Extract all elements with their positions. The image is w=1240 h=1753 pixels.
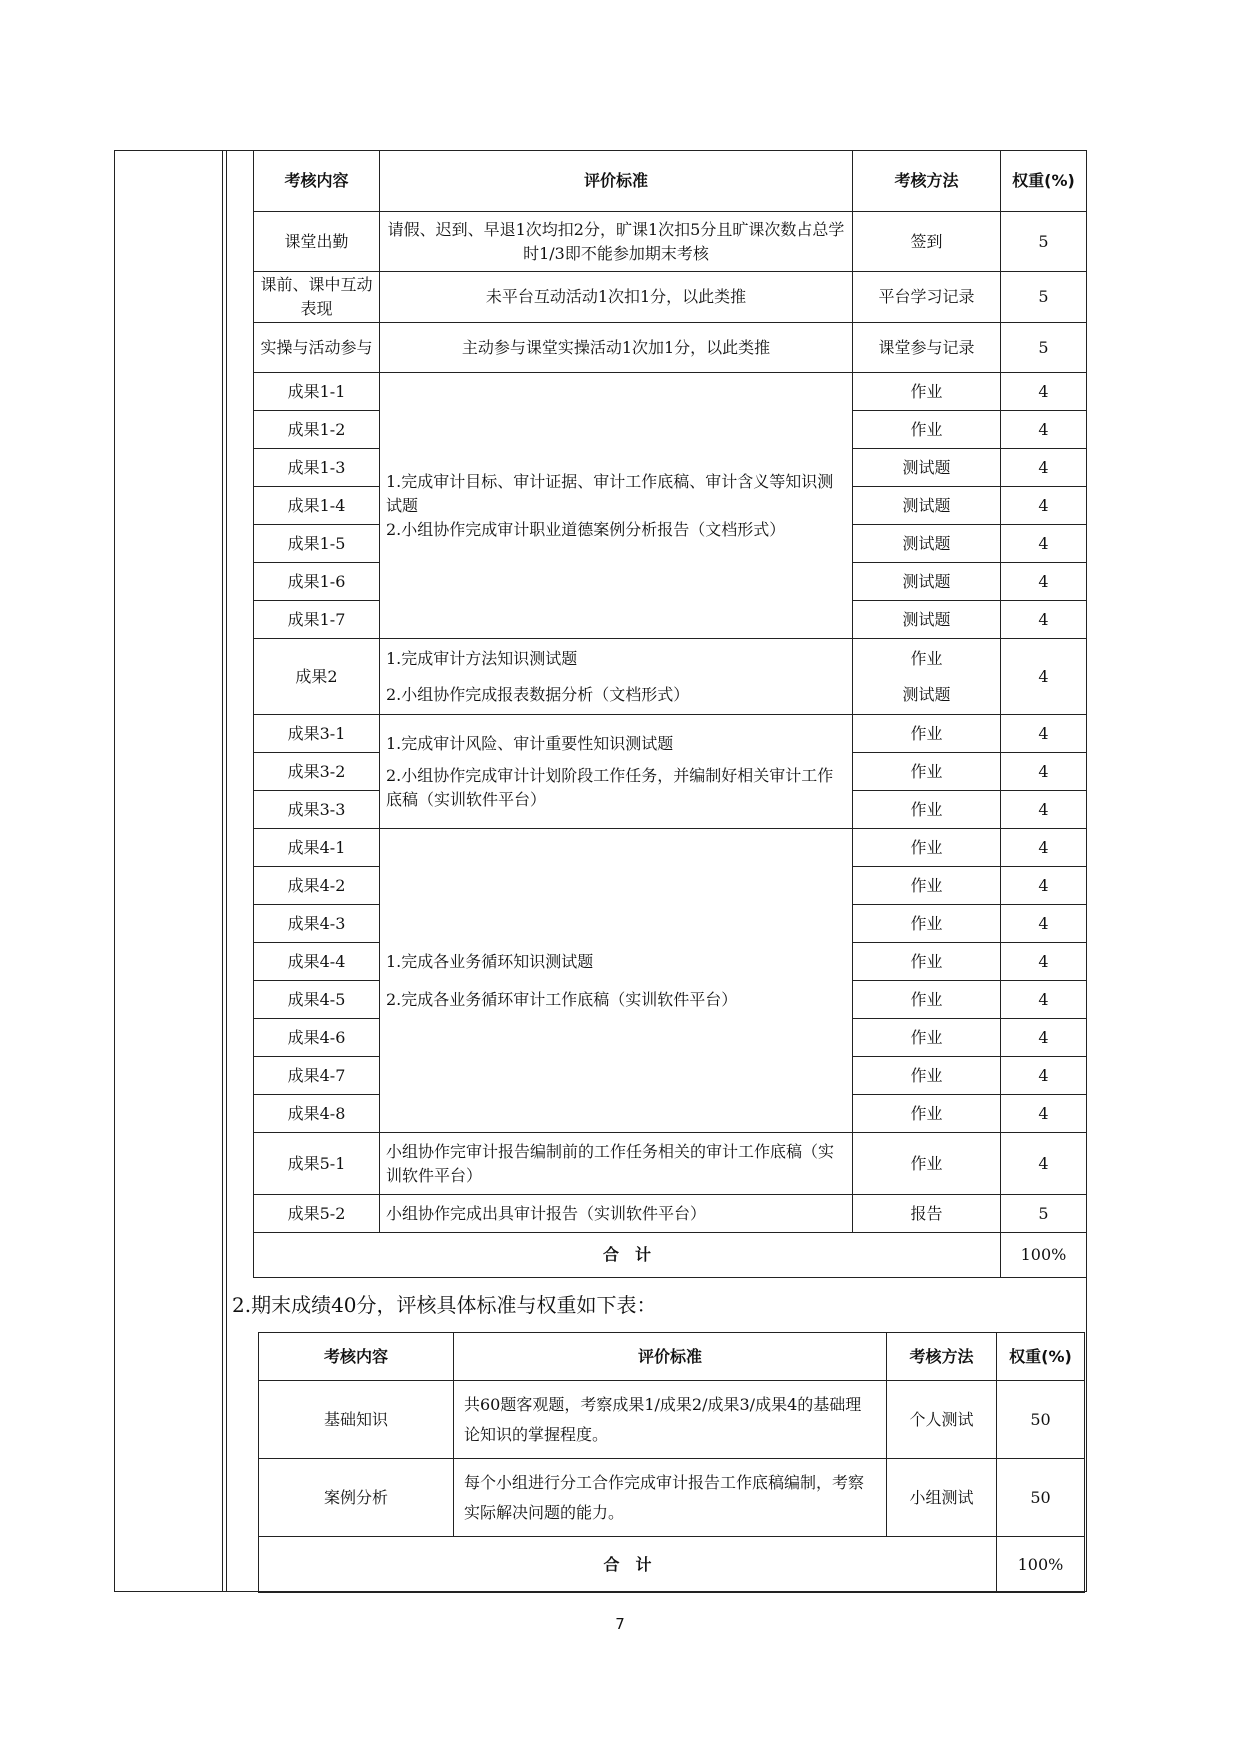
row-item: 成果1-5: [254, 525, 380, 563]
table-row: [254, 323, 1087, 373]
table-row: [254, 1195, 1087, 1233]
table-row: [254, 715, 1087, 753]
row-method: 作业: [853, 791, 1001, 829]
row-weight: 4: [1001, 639, 1087, 715]
row-weight: 4: [1001, 525, 1087, 563]
row-weight: 50: [997, 1381, 1085, 1459]
total-weight: 100%: [1001, 1233, 1087, 1278]
page-number: 7: [615, 1615, 625, 1633]
row-criteria: 请假、迟到、早退1次均扣2分，旷课1次扣5分且旷课次数占总学时1/3即不能参加期末考核: [380, 212, 853, 272]
row-weight: 4: [1001, 981, 1087, 1019]
row-method: 作业: [853, 943, 1001, 981]
row-method: 课堂参与记录: [853, 323, 1001, 373]
table-header-row: [259, 1333, 1085, 1381]
row-item: 成果4-3: [254, 905, 380, 943]
group1-criteria: [380, 373, 853, 639]
outer-frame-divider: [222, 150, 223, 1592]
row-weight: 4: [1001, 601, 1087, 639]
header-criteria: 评价标准: [380, 151, 853, 212]
row-method: 作业: [853, 1057, 1001, 1095]
group4-criteria-2: 2.完成各业务循环审计工作底稿（实训软件平台）: [386, 989, 738, 1009]
row-weight: 4: [1001, 715, 1087, 753]
group1-criteria-1: 1.完成审计目标、审计证据、审计工作底稿、审计含义等知识测试题: [386, 471, 834, 515]
row-item: 案例分析: [259, 1459, 454, 1537]
row-method: 作业: [853, 715, 1001, 753]
row-item: 成果4-6: [254, 1019, 380, 1057]
row-item: 成果4-1: [254, 829, 380, 867]
row-item: 成果4-5: [254, 981, 380, 1019]
row-criteria: 小组协作完审计报告编制前的工作任务相关的审计工作底稿（实训软件平台）: [380, 1133, 853, 1195]
row-method: 作业: [853, 981, 1001, 1019]
row-item: 基础知识: [259, 1381, 454, 1459]
group2-criteria-2: 2.小组协作完成报表数据分析（文档形式）: [386, 684, 690, 704]
row-method: 作业: [853, 1095, 1001, 1133]
row-method: 报告: [853, 1195, 1001, 1233]
row-item: 成果5-1: [254, 1133, 380, 1195]
total-weight: 100%: [997, 1537, 1085, 1593]
table-total-row: [259, 1537, 1085, 1593]
row-method: 测试题: [853, 449, 1001, 487]
row-weight: 4: [1001, 449, 1087, 487]
row-item: 成果1-1: [254, 373, 380, 411]
row-item: 课堂出勤: [254, 212, 380, 272]
row-method: 小组测试: [887, 1459, 997, 1537]
row-weight: 4: [1001, 753, 1087, 791]
row-weight: 5: [1001, 272, 1087, 323]
header-item: 考核内容: [259, 1333, 454, 1381]
header-item: 考核内容: [254, 151, 380, 212]
row-method: 测试题: [853, 487, 1001, 525]
row-weight: 4: [1001, 487, 1087, 525]
row-item: 成果3-3: [254, 791, 380, 829]
group3-criteria-1: 1.完成审计风险、审计重要性知识测试题: [386, 733, 674, 753]
row-item: 实操与活动参与: [254, 323, 380, 373]
row-item: 成果4-2: [254, 867, 380, 905]
row-weight: 5: [1001, 1195, 1087, 1233]
row-method: 作业: [853, 1019, 1001, 1057]
group2-method-2: 测试题: [902, 684, 951, 704]
row-criteria: 小组协作完成出具审计报告（实训软件平台）: [380, 1195, 853, 1233]
row-method: 测试题: [853, 601, 1001, 639]
row-weight: 4: [1001, 373, 1087, 411]
row-method: 作业: [853, 1133, 1001, 1195]
row-criteria: 主动参与课堂实操活动1次加1分，以此类推: [380, 323, 853, 373]
group3-criteria: [380, 715, 853, 829]
row-weight: 4: [1001, 791, 1087, 829]
row-weight: 50: [997, 1459, 1085, 1537]
row-weight: 4: [1001, 867, 1087, 905]
row-method: 作业: [853, 829, 1001, 867]
row-item: 成果4-4: [254, 943, 380, 981]
group2-criteria-1: 1.完成审计方法知识测试题: [386, 648, 578, 668]
header-weight: 权重(%): [997, 1333, 1085, 1381]
row-weight: 4: [1001, 1057, 1087, 1095]
table-total-row: [254, 1233, 1087, 1278]
outer-frame-divider-inner: [226, 150, 227, 1592]
group2-method-1: 作业: [910, 648, 943, 668]
group4-criteria: [380, 829, 853, 1133]
row-weight: 4: [1001, 411, 1087, 449]
row-criteria: 每个小组进行分工合作完成审计报告工作底稿编制，考察实际解决问题的能力。: [454, 1459, 887, 1537]
outer-frame-left: [114, 150, 115, 1592]
header-criteria: 评价标准: [454, 1333, 887, 1381]
row-method: 签到: [853, 212, 1001, 272]
table-row: [259, 1459, 1085, 1537]
row-weight: 4: [1001, 563, 1087, 601]
row-weight: 4: [1001, 1095, 1087, 1133]
row-weight: 4: [1001, 829, 1087, 867]
assessment-table-regular: [253, 150, 1087, 1278]
row-method: 平台学习记录: [853, 272, 1001, 323]
row-weight: 5: [1001, 212, 1087, 272]
table-row: [254, 373, 1087, 411]
row-item: 成果4-7: [254, 1057, 380, 1095]
row-criteria: 共60题客观题，考察成果1/成果2/成果3/成果4的基础理论知识的掌握程度。: [454, 1381, 887, 1459]
row-weight: 4: [1001, 1019, 1087, 1057]
total-label: 合 计: [254, 1233, 1001, 1278]
assessment-table-final: [258, 1332, 1085, 1593]
row-method: 作业: [853, 905, 1001, 943]
row-item: 成果2: [254, 639, 380, 715]
table-row: [254, 829, 1087, 867]
row-method: 作业: [853, 373, 1001, 411]
header-method: 考核方法: [853, 151, 1001, 212]
row-method: 测试题: [853, 563, 1001, 601]
row-method: 作业: [853, 753, 1001, 791]
header-weight: 权重(%): [1001, 151, 1087, 212]
row-weight: 4: [1001, 1133, 1087, 1195]
group4-criteria-1: 1.完成各业务循环知识测试题: [386, 951, 594, 971]
row-weight: 4: [1001, 905, 1087, 943]
final-exam-caption: 2.期末成绩40分，评核具体标准与权重如下表：: [232, 1293, 657, 1317]
table-row: [254, 212, 1087, 272]
table-row: [254, 639, 1087, 715]
row-item: 成果3-1: [254, 715, 380, 753]
row-method: 作业: [853, 411, 1001, 449]
row-method: 测试题: [853, 525, 1001, 563]
row-weight: 4: [1001, 943, 1087, 981]
row-item: 成果1-7: [254, 601, 380, 639]
row-item: 成果5-2: [254, 1195, 380, 1233]
group1-criteria-2: 2.小组协作完成审计职业道德案例分析报告（文档形式）: [386, 519, 786, 539]
row-criteria: 未平台互动活动1次扣1分，以此类推: [380, 272, 853, 323]
row-item: 成果3-2: [254, 753, 380, 791]
table-row: [259, 1381, 1085, 1459]
total-label: 合 计: [259, 1537, 997, 1593]
table-header-row: [254, 151, 1087, 212]
group2-method: [853, 639, 1001, 715]
row-weight: 5: [1001, 323, 1087, 373]
header-method: 考核方法: [887, 1333, 997, 1381]
table-row: [254, 1133, 1087, 1195]
row-method: 作业: [853, 867, 1001, 905]
row-item: 成果1-4: [254, 487, 380, 525]
row-method: 个人测试: [887, 1381, 997, 1459]
row-item: 课前、课中互动表现: [254, 272, 380, 323]
row-item: 成果1-6: [254, 563, 380, 601]
group2-criteria: [380, 639, 853, 715]
row-item: 成果1-2: [254, 411, 380, 449]
row-item: 成果1-3: [254, 449, 380, 487]
table-row: [254, 272, 1087, 323]
group3-criteria-2: 2.小组协作完成审计计划阶段工作任务，并编制好相关审计工作底稿（实训软件平台）: [386, 765, 834, 809]
row-item: 成果4-8: [254, 1095, 380, 1133]
